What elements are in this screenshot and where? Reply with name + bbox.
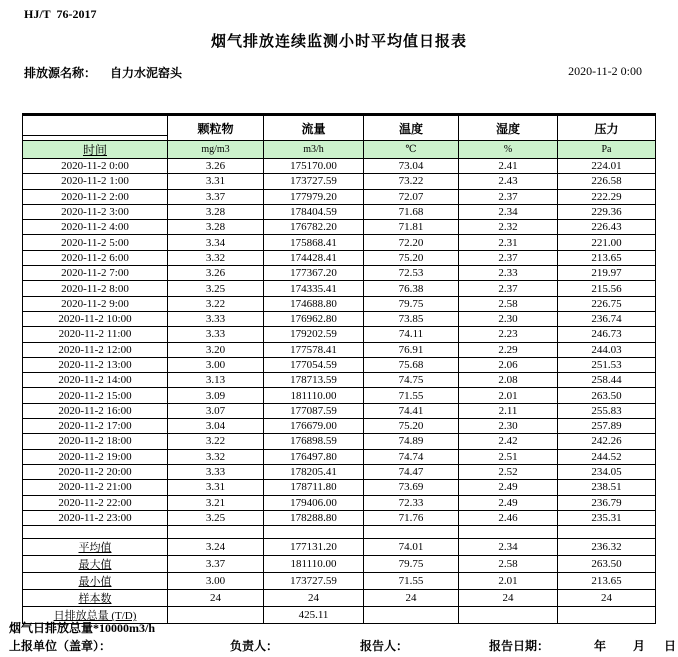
empty-cell [558,526,656,539]
value-cell: 2.46 [459,510,558,525]
table-data-section [23,159,656,526]
value-cell: 2.32 [459,220,558,235]
value-cell: 3.32 [168,250,264,265]
table-row [23,189,656,204]
value-cell: 177979.20 [264,189,364,204]
value-cell: 2.33 [459,266,558,281]
value-cell: 242.26 [558,434,656,449]
value-cell: 75.68 [364,357,459,372]
value-cell: 71.76 [364,510,459,525]
time-cell: 2020-11-2 2:00 [23,189,168,204]
value-cell: 75.20 [364,419,459,434]
time-cell: 2020-11-2 7:00 [23,266,168,281]
report-table [22,113,656,624]
summary-row [23,556,656,573]
report-unit-label: 上报单位（盖章）： [9,639,112,653]
value-cell: 2.34 [459,204,558,219]
value-cell: 72.20 [364,235,459,250]
footer-note: 烟气日排放总量*10000m3/h [9,621,156,635]
time-cell: 2020-11-2 5:00 [23,235,168,250]
value-cell: 178205.41 [264,464,364,479]
summary-row [23,573,656,590]
value-cell: 2.52 [459,464,558,479]
value-cell: 2.58 [459,296,558,311]
value-cell: 71.55 [364,573,459,590]
value-cell: 251.53 [558,357,656,372]
table-row [23,357,656,372]
value-cell: 174428.41 [264,250,364,265]
emission-source-name: 自力水泥窑头 [110,66,183,80]
value-cell: 3.33 [168,327,264,342]
value-cell: 73.04 [364,159,459,174]
value-cell: 2.30 [459,311,558,326]
table-row [23,281,656,296]
value-cell: 74.41 [364,403,459,418]
value-cell: 213.65 [558,573,656,590]
table-row [23,419,656,434]
value-cell: 177087.59 [264,403,364,418]
summary-label-cell [23,590,168,607]
table-row [23,388,656,403]
value-cell: 177054.59 [264,357,364,372]
value-cell: 3.34 [168,235,264,250]
table-row [23,311,656,326]
value-cell: 236.74 [558,311,656,326]
value-cell: 3.09 [168,388,264,403]
time-cell: 2020-11-2 13:00 [23,357,168,372]
value-cell: 176898.59 [264,434,364,449]
table-row [23,296,656,311]
value-cell: 236.79 [558,495,656,510]
value-cell: 176679.00 [264,419,364,434]
value-cell: 179202.59 [264,327,364,342]
value-cell: 79.75 [364,556,459,573]
value-cell: 2.37 [459,250,558,265]
emission-source-row [24,64,182,81]
table-row [23,464,656,479]
month-label: 月 [633,639,646,653]
value-cell: 257.89 [558,419,656,434]
report-date-label: 报告日期： [489,639,550,653]
time-cell: 2020-11-2 21:00 [23,480,168,495]
value-cell: 2.37 [459,189,558,204]
value-cell: 2.31 [459,235,558,250]
value-cell [459,607,558,624]
value-cell: 24 [264,590,364,607]
value-cell: 73.22 [364,174,459,189]
value-cell: 3.33 [168,311,264,326]
value-cell: 176962.80 [264,311,364,326]
value-cell: 2.51 [459,449,558,464]
value-cell: 177131.20 [264,539,364,556]
value-cell: 76.38 [364,281,459,296]
page-title: 烟气排放连续监测小时平均值日报表 [210,34,467,50]
value-cell: 3.37 [168,189,264,204]
time-header-label: 时间 [82,143,107,157]
value-cell: 263.50 [558,388,656,403]
value-cell: 2.29 [459,342,558,357]
value-cell: 181110.00 [264,556,364,573]
table-row [23,480,656,495]
table-row [23,204,656,219]
value-cell: 174335.41 [264,281,364,296]
reporter-label: 报告人： [360,639,409,653]
value-cell: 2.08 [459,373,558,388]
time-cell: 2020-11-2 16:00 [23,403,168,418]
value-cell: 3.32 [168,449,264,464]
time-cell: 2020-11-2 12:00 [23,342,168,357]
time-cell: 2020-11-2 22:00 [23,495,168,510]
value-cell: 219.97 [558,266,656,281]
value-cell: 177578.41 [264,342,364,357]
value-cell [558,607,656,624]
year-label: 年 [594,639,607,653]
value-cell: 3.00 [168,573,264,590]
value-cell: 222.29 [558,189,656,204]
day-label: 日 [664,639,677,653]
value-cell: 3.04 [168,419,264,434]
value-cell: 2.43 [459,174,558,189]
value-cell: 3.31 [168,480,264,495]
table-row [23,220,656,235]
summary-label: 样本数 [78,593,112,606]
value-cell: 3.28 [168,220,264,235]
unit-temperature: ℃ [364,141,459,159]
value-cell: 3.37 [168,556,264,573]
standard-code: HJ/T 76-2017 [24,7,97,21]
summary-label: 最大值 [78,559,112,572]
value-cell: 181110.00 [264,388,364,403]
value-cell: 215.56 [558,281,656,296]
value-cell: 2.23 [459,327,558,342]
unit-row [23,141,656,159]
value-cell: 3.31 [168,174,264,189]
time-cell: 2020-11-2 18:00 [23,434,168,449]
value-cell: 179406.00 [264,495,364,510]
time-cell: 2020-11-2 6:00 [23,250,168,265]
value-cell: 76.91 [364,342,459,357]
table-row [23,159,656,174]
value-cell: 2.06 [459,357,558,372]
value-cell: 2.01 [459,573,558,590]
time-cell: 2020-11-2 4:00 [23,220,168,235]
spacer-row [23,526,656,539]
table-row [23,373,656,388]
value-cell: 71.55 [364,388,459,403]
table-row [23,403,656,418]
summary-row [23,539,656,556]
time-cell: 2020-11-2 3:00 [23,204,168,219]
value-cell: 173727.59 [264,573,364,590]
corner-divider [23,120,167,136]
value-cell: 226.43 [558,220,656,235]
value-cell: 176782.20 [264,220,364,235]
value-cell: 2.11 [459,403,558,418]
emission-source-label: 排放源名称： [24,66,97,80]
value-cell: 229.36 [558,204,656,219]
value-cell: 173727.59 [264,174,364,189]
value-cell: 221.00 [558,235,656,250]
table-row [23,174,656,189]
value-cell: 2.34 [459,539,558,556]
value-cell: 2.49 [459,495,558,510]
table-row [23,434,656,449]
value-cell: 226.75 [558,296,656,311]
table-header-section [23,115,656,159]
value-cell: 24 [558,590,656,607]
value-cell: 79.75 [364,296,459,311]
time-cell: 2020-11-2 11:00 [23,327,168,342]
value-cell: 244.52 [558,449,656,464]
empty-cell [364,526,459,539]
time-cell: 2020-11-2 14:00 [23,373,168,388]
summary-label-cell [23,539,168,556]
value-cell: 73.85 [364,311,459,326]
empty-cell [264,526,364,539]
col-header-flow: 流量 [264,115,364,141]
value-cell: 3.28 [168,204,264,219]
summary-label: 日排放总量 (T/D) [53,610,137,623]
value-cell: 24 [168,590,264,607]
value-cell: 263.50 [558,556,656,573]
table-row [23,449,656,464]
value-cell: 3.33 [168,464,264,479]
value-cell: 3.00 [168,357,264,372]
value-cell: 224.01 [558,159,656,174]
value-cell: 178713.59 [264,373,364,388]
value-cell: 3.20 [168,342,264,357]
value-cell: 2.49 [459,480,558,495]
value-cell: 258.44 [558,373,656,388]
value-cell: 3.22 [168,434,264,449]
value-cell: 74.01 [364,539,459,556]
unit-flow: m3/h [264,141,364,159]
value-cell: 213.65 [558,250,656,265]
empty-cell [23,526,168,539]
column-header-row [23,115,656,141]
col-header-pressure: 压力 [558,115,656,141]
table-row [23,250,656,265]
value-cell: 3.26 [168,159,264,174]
value-cell: 3.13 [168,373,264,388]
value-cell: 2.30 [459,419,558,434]
value-cell: 226.58 [558,174,656,189]
value-cell: 2.37 [459,281,558,296]
time-cell: 2020-11-2 19:00 [23,449,168,464]
time-header-cell [23,141,168,159]
value-cell: 72.53 [364,266,459,281]
time-cell: 2020-11-2 20:00 [23,464,168,479]
value-cell: 74.47 [364,464,459,479]
value-cell: 3.26 [168,266,264,281]
value-cell: 71.68 [364,204,459,219]
value-cell: 234.05 [558,464,656,479]
col-header-humidity: 湿度 [459,115,558,141]
value-cell: 2.58 [459,556,558,573]
unit-pressure: Pa [558,141,656,159]
report-datetime: 2020-11-2 0:00 [568,64,642,78]
value-cell: 236.32 [558,539,656,556]
value-cell: 74.11 [364,327,459,342]
summary-row [23,590,656,607]
time-cell: 2020-11-2 10:00 [23,311,168,326]
value-cell: 177367.20 [264,266,364,281]
value-cell: 255.83 [558,403,656,418]
time-cell: 2020-11-2 23:00 [23,510,168,525]
value-cell [168,607,264,624]
table-summary-section [23,526,656,624]
time-cell: 2020-11-2 15:00 [23,388,168,403]
summary-label-cell [23,556,168,573]
value-cell: 2.41 [459,159,558,174]
value-cell: 178404.59 [264,204,364,219]
summary-label: 平均值 [78,542,112,555]
value-cell: 3.25 [168,281,264,296]
table-row [23,327,656,342]
time-cell: 2020-11-2 17:00 [23,419,168,434]
value-cell [364,607,459,624]
col-header-particulate: 颗粒物 [168,115,264,141]
value-cell: 3.25 [168,510,264,525]
table-row [23,235,656,250]
value-cell: 3.24 [168,539,264,556]
value-cell: 2.01 [459,388,558,403]
summary-label-cell [23,573,168,590]
value-cell: 3.22 [168,296,264,311]
footer-signature-line [0,637,678,655]
corner-cell [23,115,168,141]
table-row [23,342,656,357]
value-cell: 174688.80 [264,296,364,311]
value-cell: 175868.41 [264,235,364,250]
value-cell: 176497.80 [264,449,364,464]
table-row [23,266,656,281]
unit-humidity: % [459,141,558,159]
value-cell: 74.89 [364,434,459,449]
empty-cell [459,526,558,539]
value-cell: 73.69 [364,480,459,495]
time-cell: 2020-11-2 8:00 [23,281,168,296]
value-cell: 71.81 [364,220,459,235]
summary-label: 最小值 [78,576,112,589]
col-header-temperature: 温度 [364,115,459,141]
value-cell: 238.51 [558,480,656,495]
value-cell: 24 [459,590,558,607]
table-row [23,495,656,510]
value-cell: 75.20 [364,250,459,265]
value-cell: 72.07 [364,189,459,204]
value-cell: 246.73 [558,327,656,342]
value-cell: 3.07 [168,403,264,418]
value-cell: 72.33 [364,495,459,510]
value-cell: 3.21 [168,495,264,510]
value-cell: 175170.00 [264,159,364,174]
table-row [23,510,656,525]
value-cell: 2.42 [459,434,558,449]
value-cell: 74.75 [364,373,459,388]
unit-particulate: mg/m3 [168,141,264,159]
value-cell: 178711.80 [264,480,364,495]
time-cell: 2020-11-2 9:00 [23,296,168,311]
value-cell: 235.31 [558,510,656,525]
value-cell: 425.11 [264,607,364,624]
responsible-label: 负责人： [230,639,279,653]
empty-cell [168,526,264,539]
value-cell: 24 [364,590,459,607]
value-cell: 178288.80 [264,510,364,525]
time-cell: 2020-11-2 0:00 [23,159,168,174]
value-cell: 74.74 [364,449,459,464]
value-cell: 244.03 [558,342,656,357]
time-cell: 2020-11-2 1:00 [23,174,168,189]
